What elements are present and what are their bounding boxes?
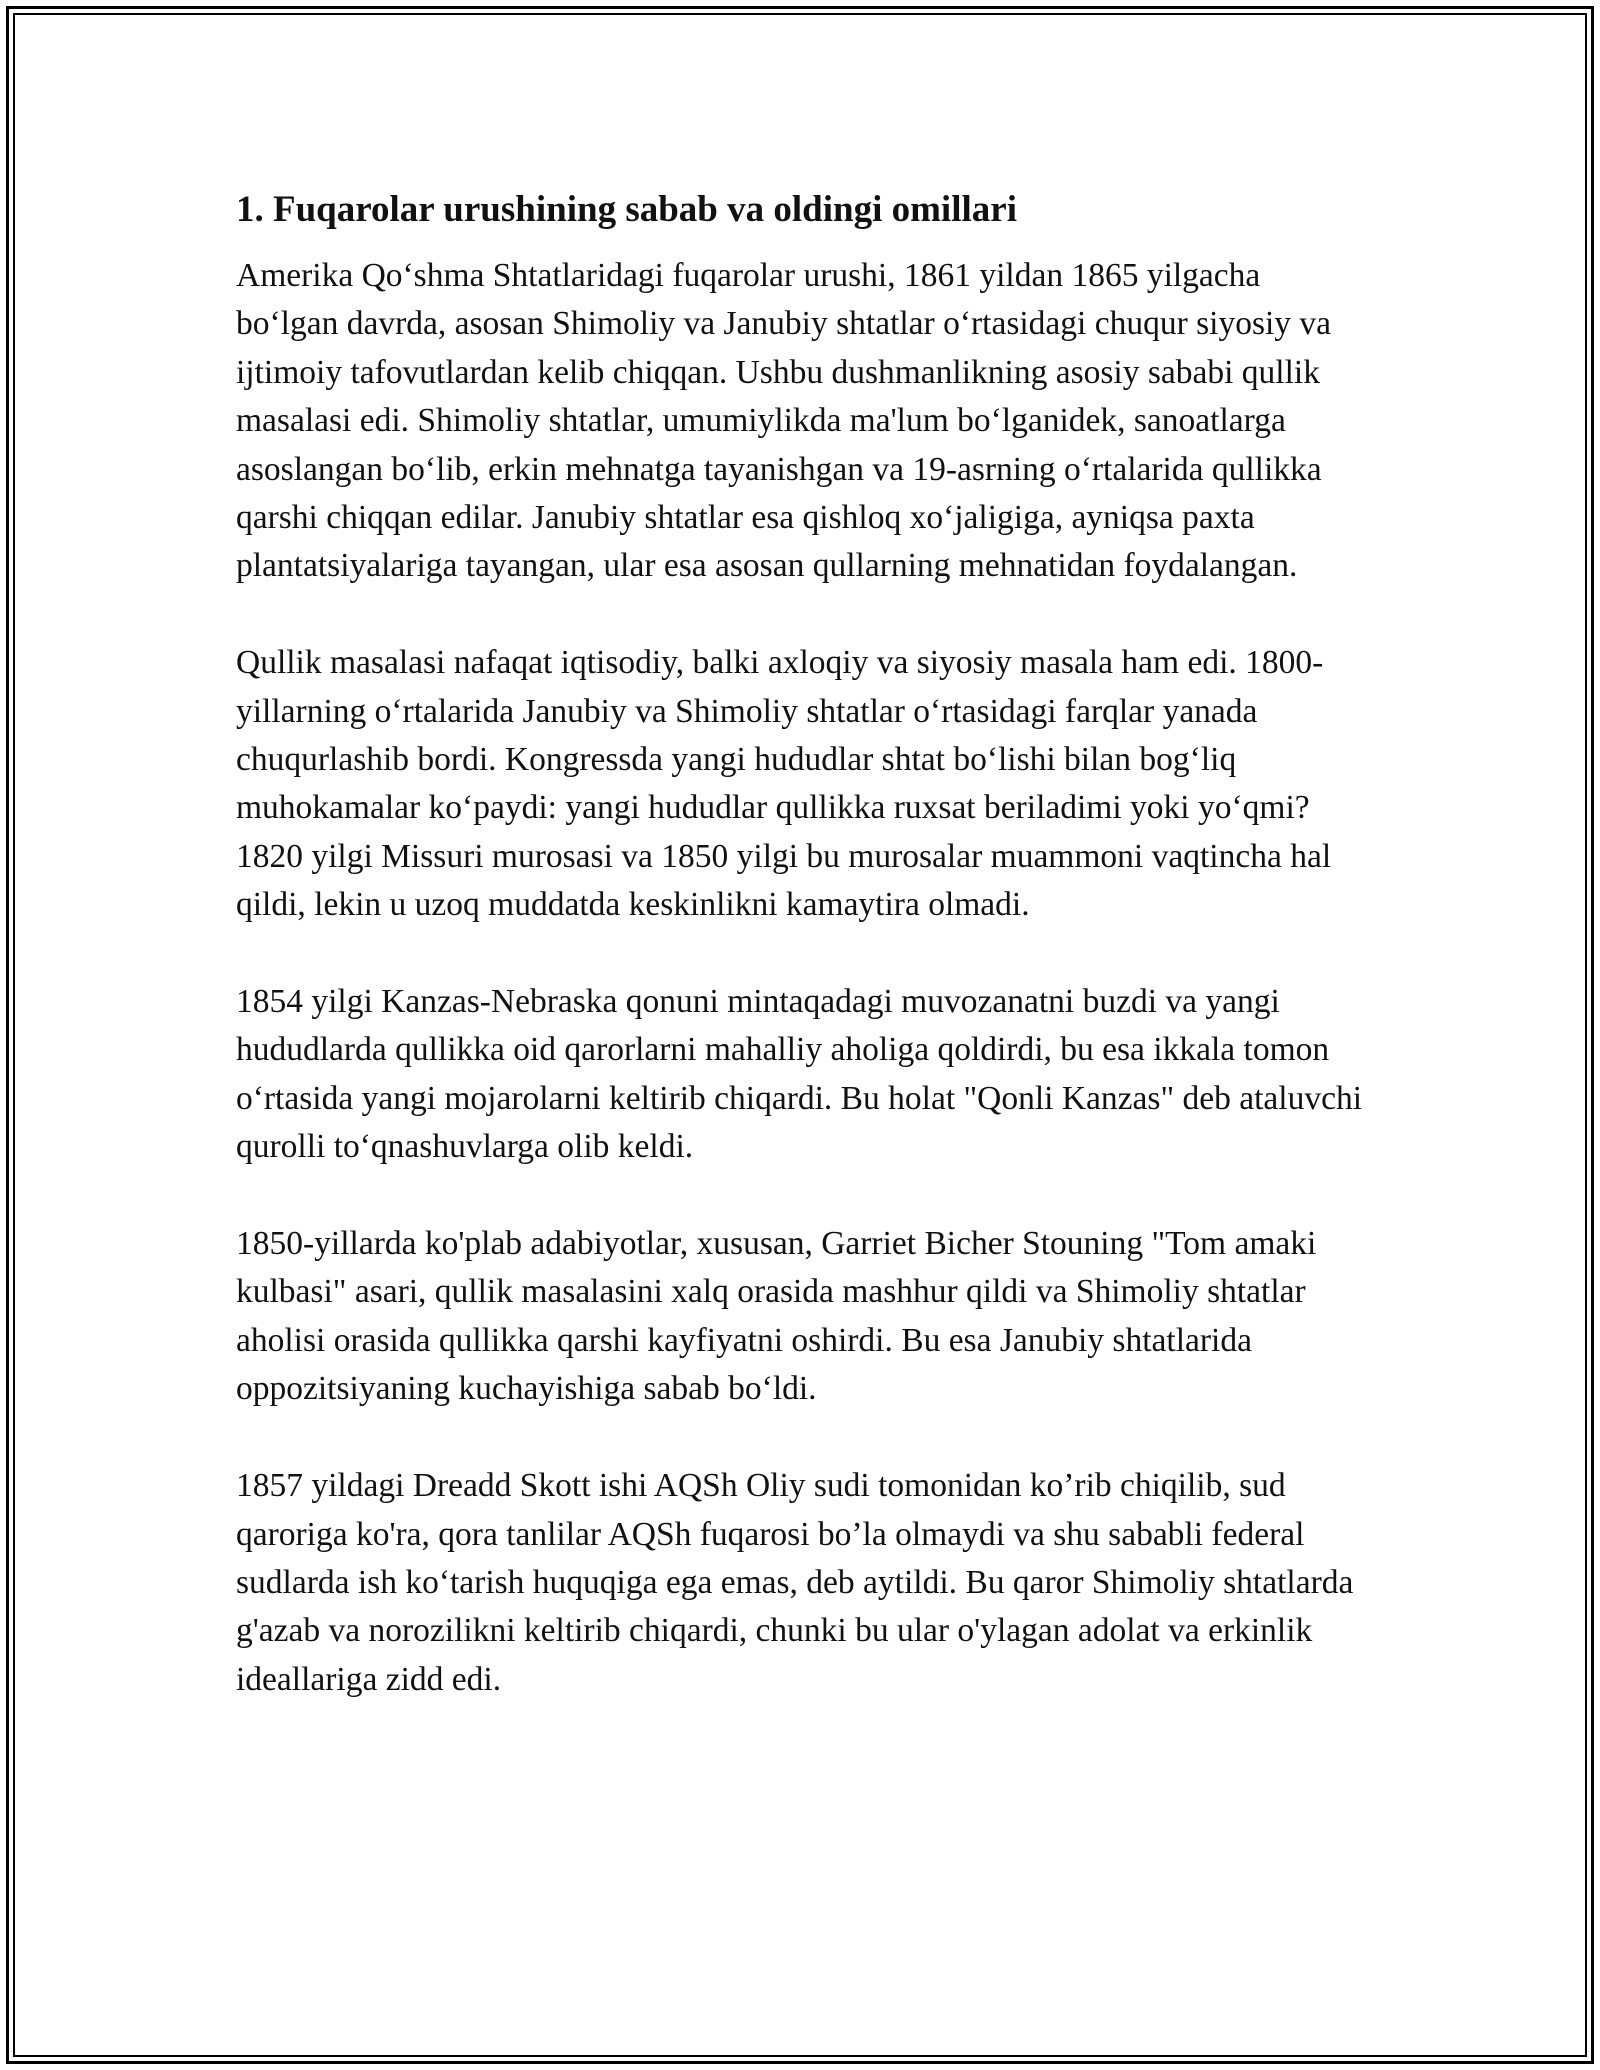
section-heading: 1. Fuqarolar urushining sabab va oldingi omillari [236, 189, 1017, 230]
paragraph-1: Amerika Qo‘shma Shtatlaridagi fuqarolar urushi, 1861 yildan 1865 yilgacha bo‘lgan davrda, asosan Shimoliy va Janubiy shtatlar o‘rtasidagi chuqur siyosiy va ijtimoiy tafovutlardan kelib chiqqan. Ushbu dushmanlikning asosiy sababi qullik masalasi edi. Shimoliy shtatlar, umumiylikda ma'lum bo‘lganidek, sanoatlarga asoslangan bo‘lib, erkin mehnatga tayanishgan va 19-asrning o‘rtalarida qullikka qarshi chiqqan edilar. Janubiy shtatlar esa qishloq xo‘jaligiga, ayniqsa paxta plantatsiyalariga tayangan, ular esa asosan qullarning mehnatidan foydalangan. [236, 257, 1332, 585]
document-body [236, 186, 1366, 1753]
paragraph-3: 1854 yilgi Kanzas-Nebraska qonuni mintaqadagi muvozanatni buzdi va yangi hududlarda qullikka oid qarorlarni mahalliy aholiga qoldirdi, bu esa ikkala tomon o‘rtasida yangi mojarolarni keltirib chiqardi. Bu holat "Qonli Kanzas" deb ataluvchi qurolli to‘qnashuvlarga olib keldi. [236, 983, 1363, 1166]
paragraph-4: 1850-yillarda ko'plab adabiyotlar, xususan, Garriet Bicher Stouning "Tom amaki kulbasi" asari, qullik masalasini xalq orasida mashhur qildi va Shimoliy shtatlar aholisi orasida qullikka qarshi kayfiyatni oshirdi. Bu esa Janubiy shtatlarida oppozitsiyaning kuchayishiga sabab bo‘ldi. [236, 1225, 1317, 1408]
paragraph-2: Qullik masalasi nafaqat iqtisodiy, balki axloqiy va siyosiy masala ham edi. 1800-yillarning o‘rtalarida Janubiy va Shimoliy shtatlar o‘rtasidagi farqlar yanada chuqurlashib bordi. Kongressda yangi hududlar shtat bo‘lishi bilan bog‘liq muhokamalar ko‘paydi: yangi hududlar qullikka ruxsat beriladimi yoki yo‘qmi? 1820 yilgi Missuri murosasi va 1850 yilgi bu murosalar muammoni vaqtincha hal qildi, lekin u uzoq muddatda keskinlikni kamaytira olmadi. [236, 644, 1332, 924]
paragraph-5: 1857 yildagi Dreadd Skott ishi AQSh Oliy sudi tomonidan ko’rib chiqilib, sud qaroriga ko'ra, qora tanlilar AQSh fuqarosi bo’la olmaydi va shu sababli federal sudlarda ish ko‘tarish huquqiga ega emas, deb aytildi. Bu qaror Shimoliy shtatlarda g'azab va norozilikni keltirib chiqardi, chunki bu ular o'ylagan adolat va erkinlik ideallariga zidd edi. [236, 1467, 1354, 1698]
